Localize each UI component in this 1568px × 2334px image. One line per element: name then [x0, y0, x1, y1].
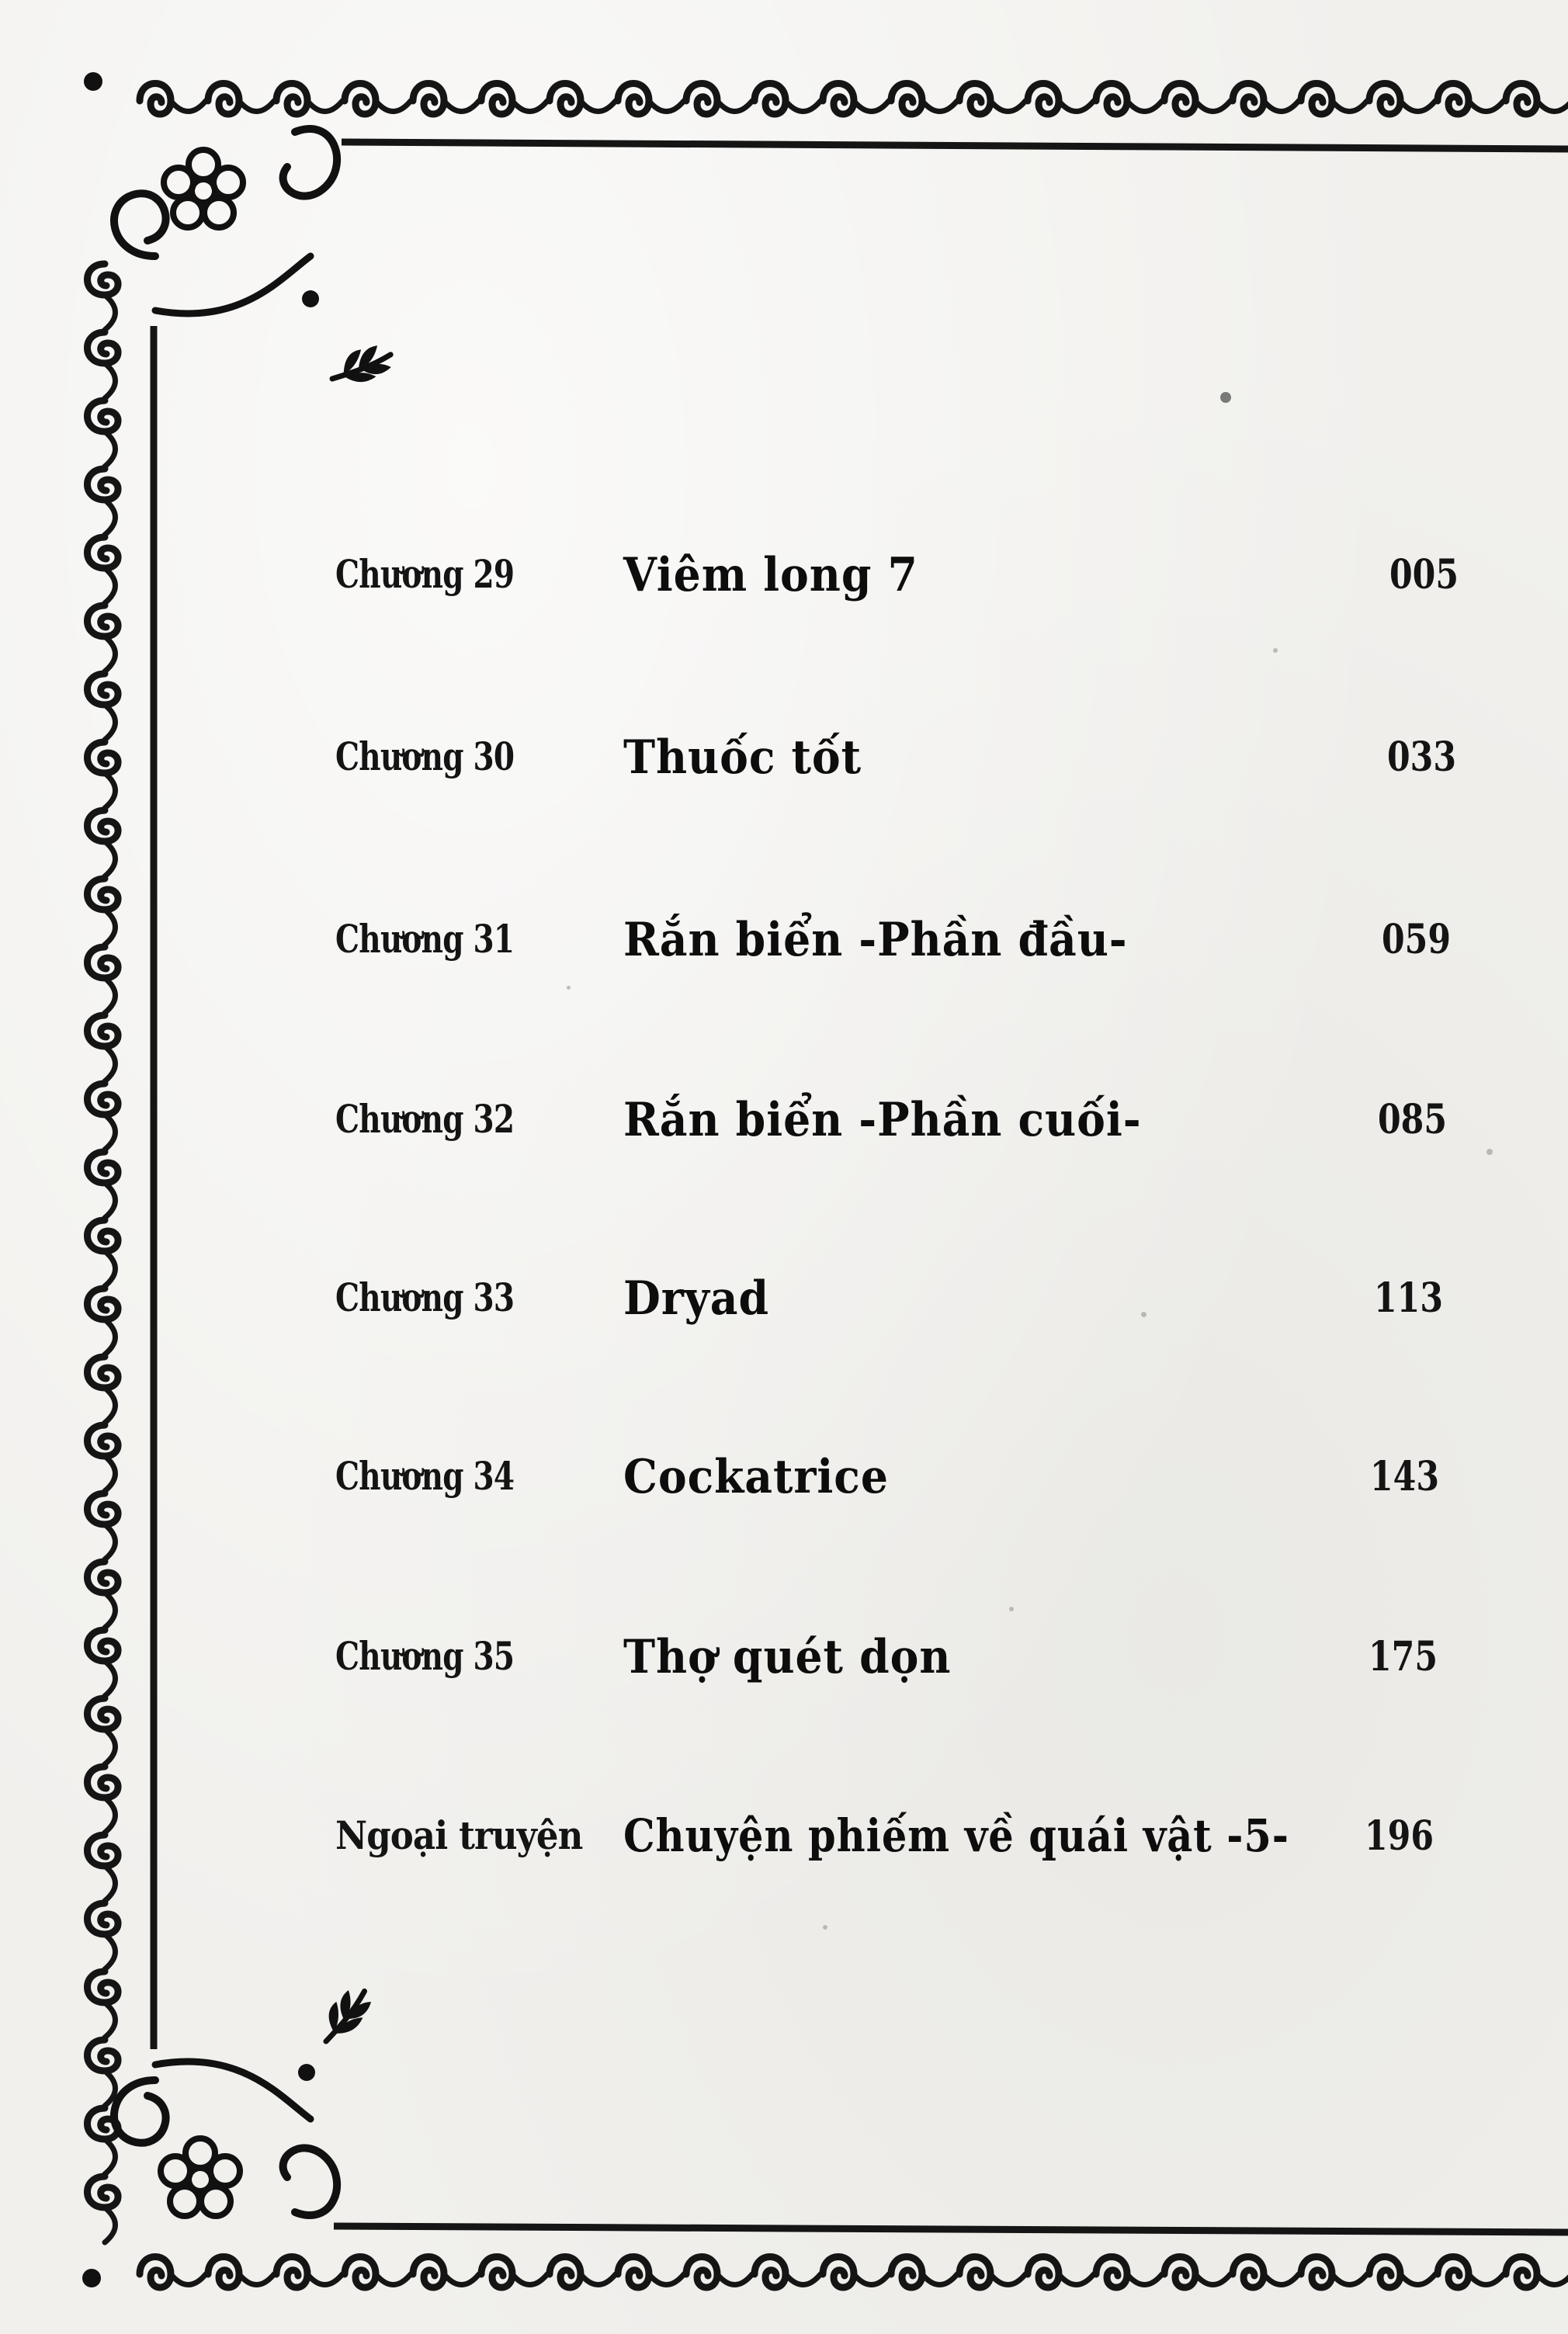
chapter-title: Cockatrice [623, 1450, 889, 1504]
page-number: 196 [1365, 1812, 1434, 1860]
chapter-title: Thuốc tốt [623, 730, 862, 785]
chapter-number: Chương 32 [335, 1096, 515, 1142]
chapter-title: Viêm long 7 [623, 548, 918, 602]
chapter-title: Chuyện phiếm về quái vật -5- [623, 1809, 1289, 1862]
toc-entry [0, 1630, 1568, 1726]
print-speck [1009, 1607, 1014, 1611]
chapter-title: Rắn biển -Phần cuối- [623, 1093, 1142, 1147]
print-speck [567, 986, 571, 990]
toc-entry [0, 1271, 1568, 1368]
print-speck [1141, 1312, 1147, 1317]
chapter-number: Ngoại truyện [335, 1812, 583, 1858]
print-speck [1486, 1149, 1493, 1155]
page-number: 005 [1389, 551, 1459, 598]
toc-entry [0, 1450, 1568, 1546]
chapter-number: Chương 35 [335, 1633, 515, 1679]
toc-entry [0, 730, 1568, 827]
page-number: 059 [1382, 916, 1452, 963]
chapter-number: Chương 33 [335, 1275, 515, 1320]
page-number: 175 [1369, 1633, 1438, 1680]
chapter-title: Thợ quét dọn [623, 1630, 952, 1684]
page-number: 113 [1374, 1275, 1444, 1322]
chapter-number: Chương 34 [335, 1453, 515, 1499]
print-speck [1273, 648, 1278, 653]
print-speck [1220, 392, 1231, 403]
print-speck [823, 1925, 827, 1930]
chapter-number: Chương 30 [335, 733, 515, 779]
toc-entry [0, 1093, 1568, 1189]
page-number: 143 [1370, 1453, 1440, 1500]
chapter-title: Dryad [623, 1271, 769, 1326]
chapter-number: Chương 31 [335, 916, 515, 962]
page-number: 033 [1387, 733, 1457, 781]
toc-entry [0, 913, 1568, 1009]
page-number: 085 [1378, 1096, 1448, 1143]
toc-entry [0, 1809, 1568, 1906]
chapter-number: Chương 29 [335, 551, 515, 597]
chapter-title: Rắn biển -Phần đầu- [623, 913, 1128, 967]
toc-entry [0, 548, 1568, 644]
